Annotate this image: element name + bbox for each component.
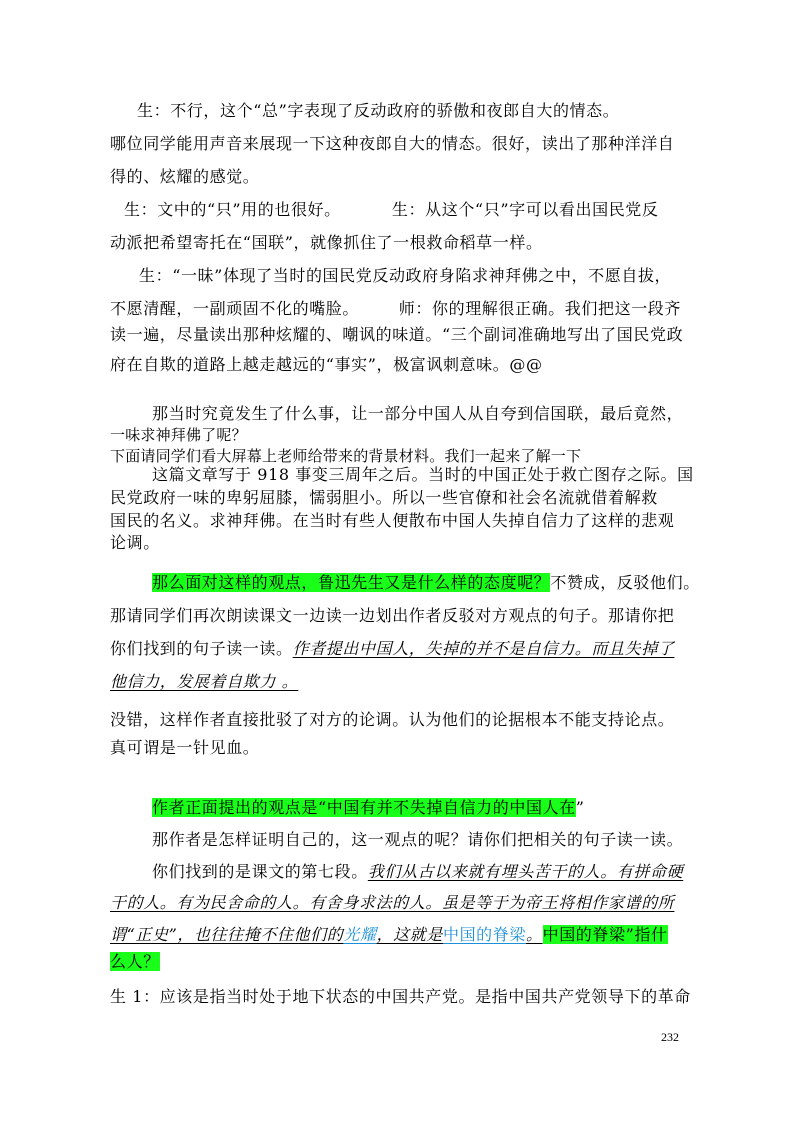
text-line [152,861,683,883]
text-line: 民党政府一味的卑躬屈膝，懦弱胆小。所以一些官僚和社会名流就借着解救 [110,488,658,507]
text-line: 读一遍，尽量读出那种炫耀的、嘲讽的味道。“三个副词准确地写出了国民党政 [110,325,684,344]
text-line [110,951,160,973]
text-line [110,671,298,693]
text-line [110,924,668,946]
text-line: 府在自欺的道路上越走越远的“事实”，极富讽刺意味。@@ [110,355,543,374]
text-line: 这篇文章写于 918 事变三周年之后。当时的中国正处于救亡图存之际。国 [152,465,694,484]
text-span: 你们找到的是课文的第七段。 [152,862,368,881]
highlighted-text: 作者正面提出的观点是“中国有并不失掉自信力的中国人在 [152,798,576,817]
text-line: 动派把希望寄托在“国联”，就像抓住了一根救命稻草一样。 [110,233,543,252]
underlined-quote: 。 [526,925,543,944]
underlined-quote: ，这就是 [376,925,443,944]
text-line: 没错，这样作者直接批驳了对方的论调。认为他们的论据根本不能支持论点。 [110,710,675,729]
text-line [152,572,700,594]
underlined-quote: 谓“正史”，也往往掩不住他们的 [110,925,344,944]
text-line: 国民的名义。求神拜佛。在当时有些人便散布中国人失掉自信力了这样的悲观 [110,511,675,530]
text-line: 下面请同学们看大屏幕上老师给带来的背景材料。我们一起来了解一下 [110,447,582,465]
text-line [110,638,674,660]
text-span: 不赞成，反驳他们。 [550,573,700,592]
text-line: 得的、炫耀的感觉。 [110,167,260,186]
page-number: 232 [661,1030,679,1044]
underlined-quote: 我们从古以来就有埋头苦干的人。有拼命硬 [367,862,684,881]
text-line: 生 1：应该是指当时处于地下状态的中国共产党。是指中国共产党领导下的革命 [110,987,691,1006]
blue-underlined-text: 光耀 [343,925,377,944]
text-line: 生：文中的“只”用的也很好。 生：从这个“只”字可以看出国民党反 [124,200,659,219]
blue-underlined-text: 中国的脊梁 [442,925,526,944]
text-line: 那作者是怎样证明自己的，这一观点的呢？请你们把相关的句子读一读。 [152,830,684,849]
text-span: ” [575,798,585,817]
text-line: 真可谓是一针见血。 [110,738,260,757]
text-line: 一味求神拜佛了呢？ [110,426,247,444]
text-line: 论调。 [110,533,160,552]
underlined-quote: 作者提出中国人，失掉的并不是自信力。而且失掉了 [292,639,675,658]
text-line: 那当时究竟发生了什么事，让一部分中国人从自夸到信国联，最后竟然， [152,404,684,423]
text-line: 那请同学们再次朗读课文一边读一边划出作者反驳对方观点的句子。那请你把 [110,606,675,625]
text-line: 哪位同学能用声音来展现一下这种夜郎自大的情态。很好，读出了那种洋洋自 [110,134,675,153]
highlighted-text: 那么面对这样的观点，鲁迅先生又是什么样的态度呢？ [152,573,551,592]
text-span: 你们找到的句子读一读。 [110,639,293,658]
underlined-quote: 他信力，发展着自欺力 。 [110,672,299,691]
underlined-quote: 干的人。有为民舍命的人。有舍身求法的人。虽是等于为帝王将相作家谱的所 [110,893,675,912]
highlighted-text: 中国的脊梁”指什 [542,925,668,944]
text-line [110,892,674,914]
text-line: 不愿清醒，一副顽固不化的嘴脸。 师：你的理解很正确。我们把这一段齐 [110,299,682,318]
text-line: 生：“一昧”体现了当时的国民党反动政府身陷求神拜佛之中，不愿自拔， [139,266,672,285]
text-line [152,797,585,819]
highlighted-text: 么人？ [110,952,160,971]
text-line: 生：不行，这个“总”字表现了反动政府的骄傲和夜郎自大的情态。 [137,101,620,120]
